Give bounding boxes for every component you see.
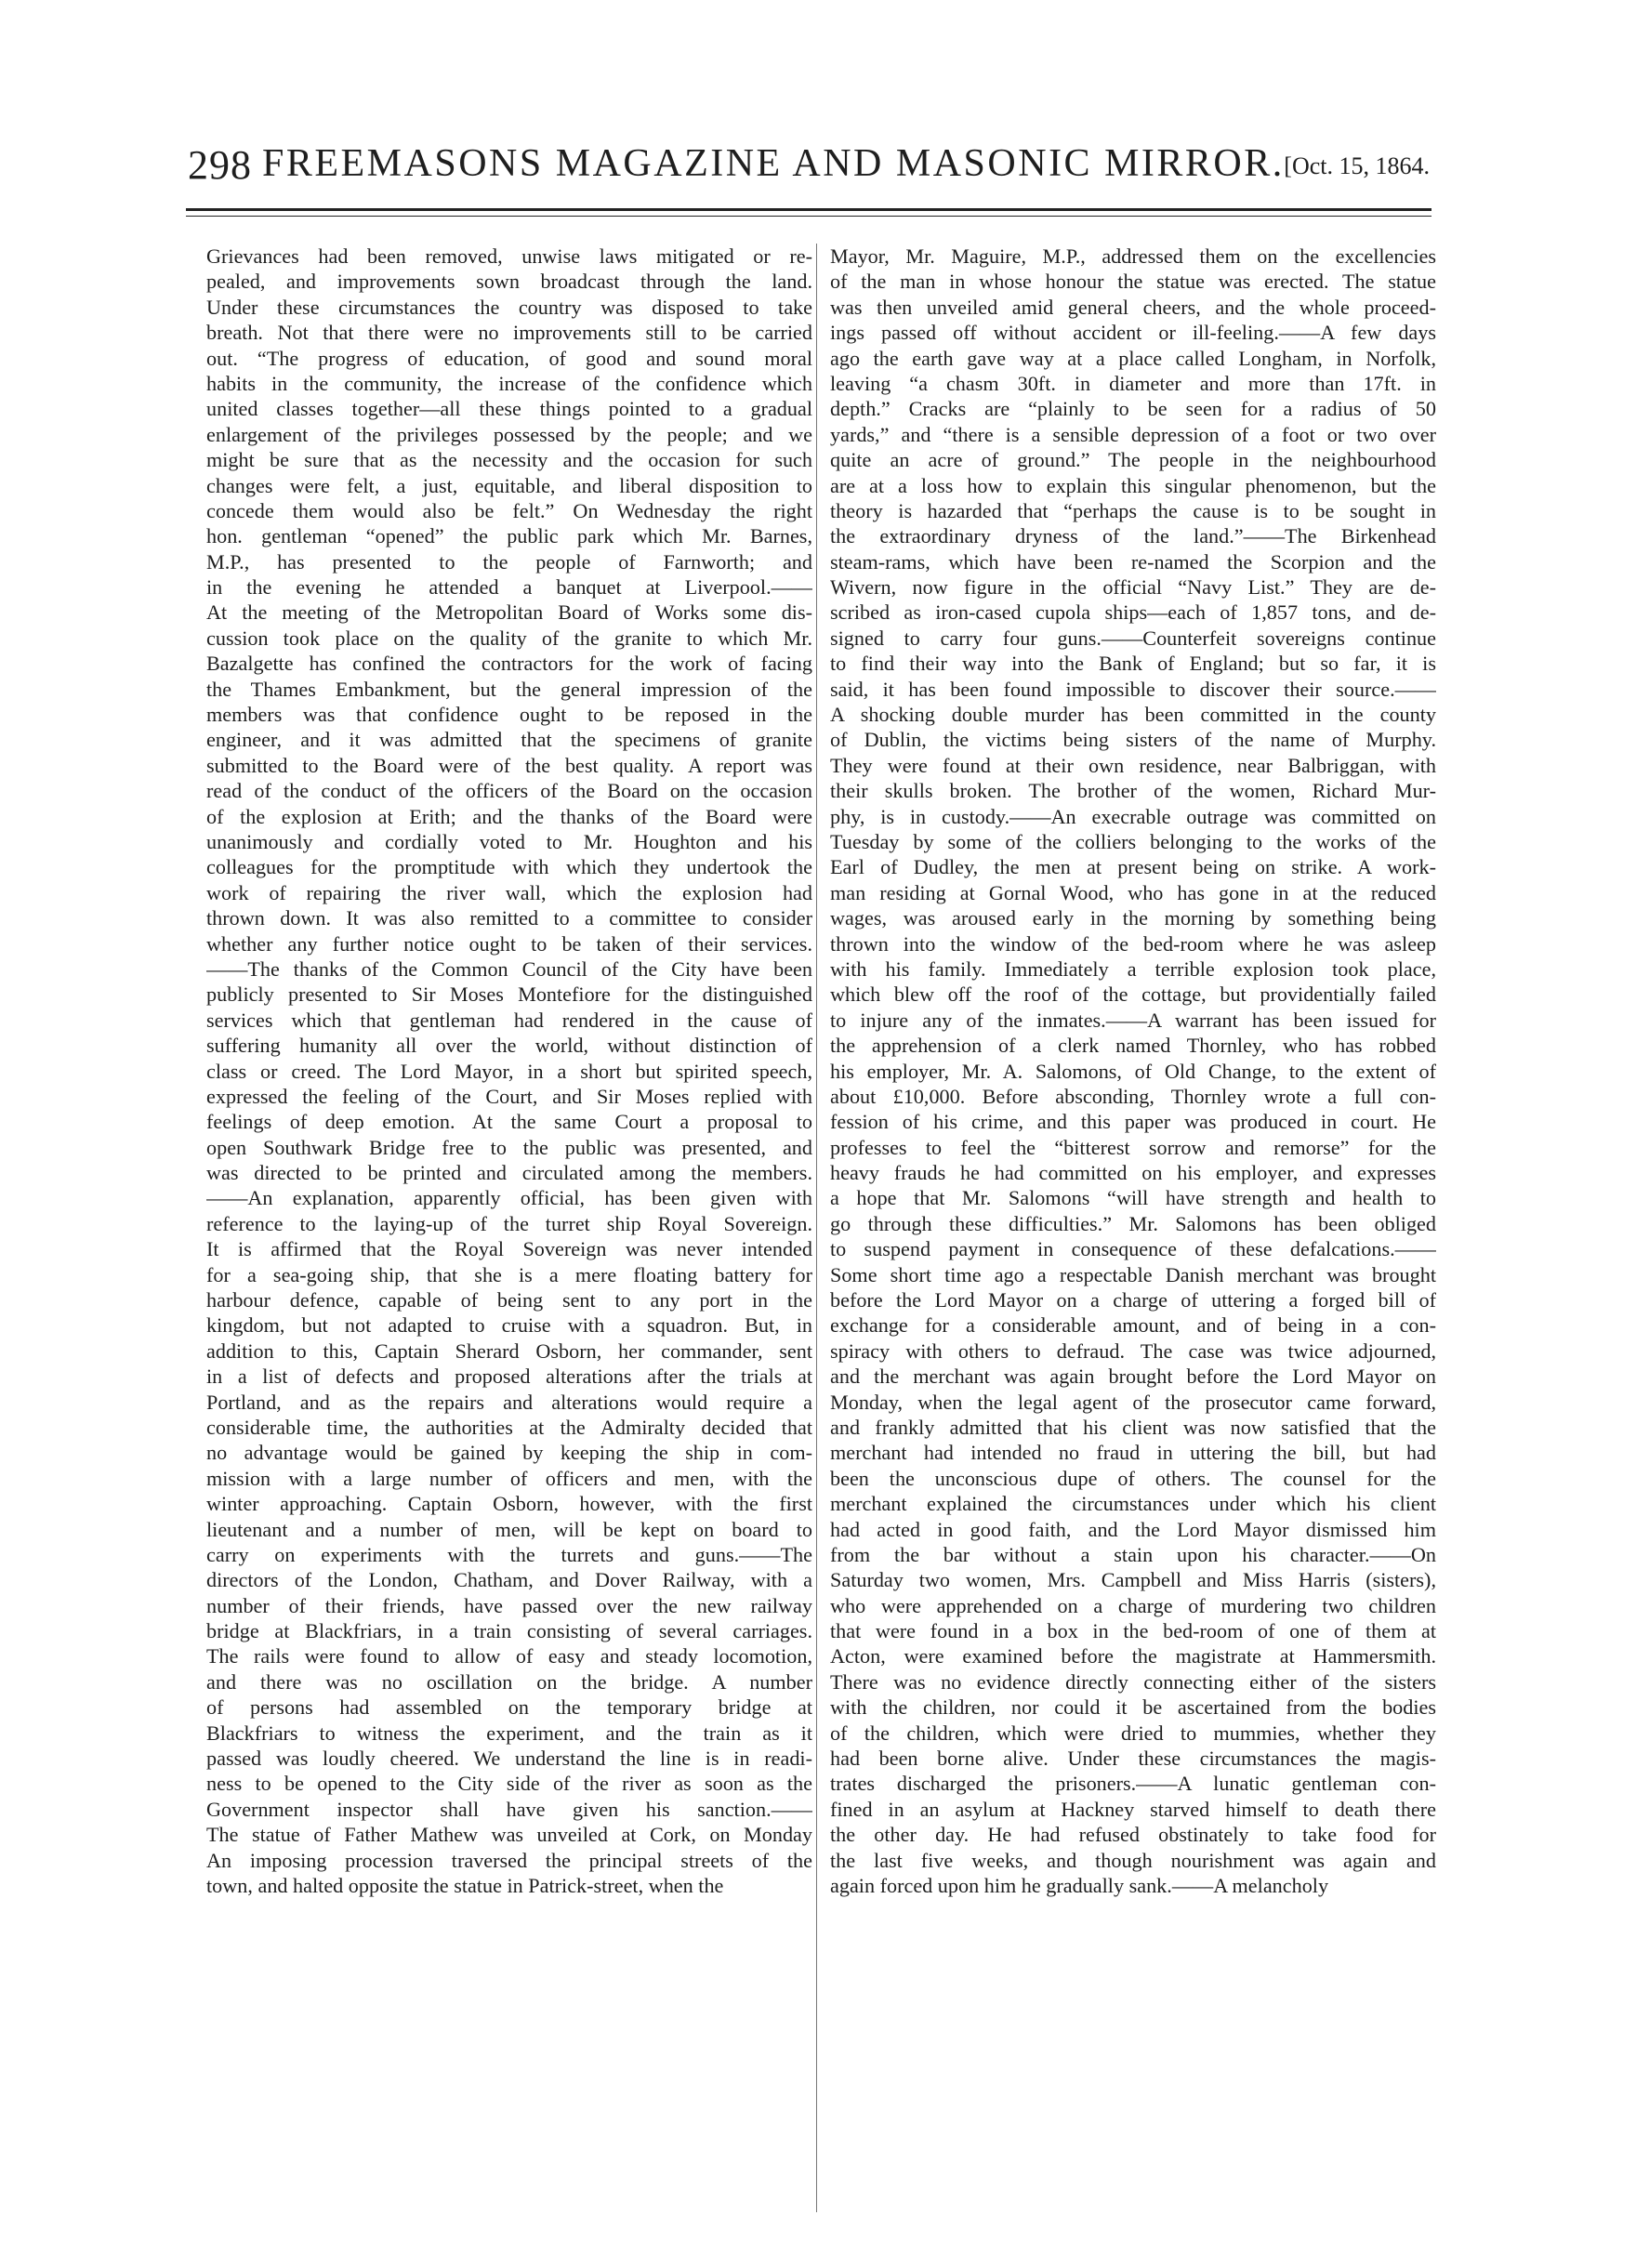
text-line: Monday, when the legal agent of the prosecutor came forward, bbox=[830, 1390, 1436, 1414]
text-line: quite an acre of ground.” The people in the neighbourhood bbox=[830, 448, 1436, 472]
text-line: with his family. Immediately a terrible explosion took place, bbox=[830, 956, 1436, 981]
text-line: of the children, which were dried to mummies, whether they bbox=[830, 1721, 1436, 1745]
text-line: Blackfriars to witness the experiment, and the train as it bbox=[206, 1721, 812, 1745]
text-line: feelings of deep emotion. At the same Court a proposal to bbox=[206, 1110, 812, 1134]
text-line: heavy frauds he had committed on his employer, and expresses bbox=[830, 1161, 1436, 1185]
text-line: his employer, Mr. A. Salomons, of Old Change, to the extent of bbox=[830, 1059, 1436, 1083]
text-line: for a sea-going ship, that she is a mere floating battery for bbox=[206, 1262, 812, 1286]
text-line: town, and halted opposite the statue in Patrick-street, when the bbox=[206, 1874, 724, 1897]
text-line: Tuesday by some of the colliers belonging to the works of the bbox=[830, 829, 1436, 853]
text-line: fession of his crime, and this paper was produced in court. He bbox=[830, 1110, 1436, 1134]
text-line: winter approaching. Captain Osborn, however, with the first bbox=[206, 1492, 812, 1516]
text-line: leaving “a chasm 30ft. in diameter and more than 17ft. in bbox=[830, 371, 1436, 395]
text-line: A shocking double murder has been committed in the county bbox=[830, 703, 1436, 727]
text-line: signed to carry four guns.——Counterfeit sovereigns continue bbox=[830, 626, 1436, 650]
text-line: At the meeting of the Metropolitan Board of Works some dis- bbox=[206, 600, 812, 625]
text-line: no advantage would be gained by keeping the ship in com- bbox=[206, 1441, 812, 1465]
text-line: that were found in a box in the bed-room of one of them at bbox=[830, 1619, 1436, 1643]
text-line: Acton, were examined before the magistrate at Hammersmith. bbox=[830, 1644, 1436, 1668]
masthead-title: FREEMASONS MAGAZINE AND MASONIC MIRROR. bbox=[262, 142, 1285, 185]
text-line: professes to feel the “bitterest sorrow and remorse” for the bbox=[830, 1135, 1436, 1159]
text-line: The statue of Father Mathew was unveiled at Cork, on Monday bbox=[206, 1823, 812, 1847]
text-line: was then unveiled amid general cheers, and the whole proceed- bbox=[830, 295, 1436, 319]
text-line: of the man in whose honour the statue was erected. The statue bbox=[830, 270, 1436, 294]
text-line: The rails were found to allow of easy and steady locomotion, bbox=[206, 1644, 812, 1668]
text-line: Some short time ago a respectable Danish merchant was brought bbox=[830, 1262, 1436, 1286]
text-line: the extraordinary dryness of the land.”——The Birkenhead bbox=[830, 524, 1436, 548]
text-line: which blew off the roof of the cottage, but providentially failed bbox=[830, 982, 1436, 1007]
text-line: whether any further notice ought to be taken of their services. bbox=[206, 931, 812, 956]
header-rule-thin bbox=[186, 216, 1432, 217]
issue-date: [Oct. 15, 1864. bbox=[1284, 152, 1430, 179]
text-line: An imposing procession traversed the principal streets of the bbox=[206, 1848, 812, 1872]
text-line: services which that gentleman had rendered in the cause of bbox=[206, 1008, 812, 1032]
text-line: Mayor, Mr. Maguire, M.P., addressed them on the excellencies bbox=[830, 244, 1436, 268]
text-line: It is affirmed that the Royal Sovereign was never intended bbox=[206, 1237, 812, 1261]
text-line: submitted to the Board were of the best quality. A report was bbox=[206, 753, 812, 777]
text-line: fined in an asylum at Hackney starved himself to death there bbox=[830, 1797, 1436, 1821]
text-line: read of the conduct of the officers of the Board on the occasion bbox=[206, 779, 812, 803]
text-line: merchant had intended no fraud in uttering the bill, but had bbox=[830, 1441, 1436, 1465]
text-line: ——The thanks of the Common Council of the City have been bbox=[206, 956, 812, 981]
text-line: might be sure that as the necessity and the occasion for such bbox=[206, 448, 812, 472]
text-line: the last five weeks, and though nourishment was again and bbox=[830, 1848, 1436, 1872]
text-line: the other day. He had refused obstinately to take food for bbox=[830, 1823, 1436, 1847]
text-line: are at a loss how to explain this singular phenomenon, but the bbox=[830, 473, 1436, 497]
text-line: was directed to be printed and circulated among the members. bbox=[206, 1161, 812, 1185]
text-line: pealed, and improvements sown broadcast through the land. bbox=[206, 270, 812, 294]
text-line: habits in the community, the increase of the confidence which bbox=[206, 371, 812, 395]
text-line: to suspend payment in consequence of these defalcations.—— bbox=[830, 1237, 1436, 1261]
text-line: Grievances had been removed, unwise laws mitigated or re- bbox=[206, 244, 812, 268]
text-line: ——An explanation, apparently official, has been given with bbox=[206, 1186, 812, 1210]
text-line: class or creed. The Lord Mayor, in a short but spirited speech, bbox=[206, 1059, 812, 1083]
text-line: They were found at their own residence, near Balbriggan, with bbox=[830, 753, 1436, 777]
text-line: Under these circumstances the country was disposed to take bbox=[206, 295, 812, 319]
text-line: exchange for a considerable amount, and of being in a con- bbox=[830, 1313, 1436, 1338]
text-line: depth.” Cracks are “plainly to be seen for a radius of 50 bbox=[830, 397, 1436, 421]
text-line: spiracy with others to defraud. The case was twice adjourned, bbox=[830, 1338, 1436, 1363]
text-line: phy, is in custody.——An execrable outrage was committed on bbox=[830, 804, 1436, 828]
text-line: before the Lord Mayor on a charge of uttering a forged bill of bbox=[830, 1288, 1436, 1312]
text-line: the Thames Embankment, but the general impression of the bbox=[206, 677, 812, 701]
text-line: ings passed off without accident or ill-feeling.——A few days bbox=[830, 321, 1436, 345]
text-line: in a list of defects and proposed alterations after the trials at bbox=[206, 1365, 812, 1389]
text-line: had been borne alive. Under these circumstances the magis- bbox=[830, 1747, 1436, 1771]
text-line: their skulls broken. The brother of the women, Richard Mur- bbox=[830, 779, 1436, 803]
text-line: harbour defence, capable of being sent to any port in the bbox=[206, 1288, 812, 1312]
text-line: of Dublin, the victims being sisters of the name of Murphy. bbox=[830, 728, 1436, 752]
text-line: merchant explained the circumstances under which his client bbox=[830, 1492, 1436, 1516]
text-line: united classes together—all these things pointed to a gradual bbox=[206, 397, 812, 421]
text-line: publicly presented to Sir Moses Montefiore for the distinguished bbox=[206, 982, 812, 1007]
left-column bbox=[206, 244, 812, 1898]
text-line: of persons had assembled on the temporary bridge at bbox=[206, 1695, 812, 1720]
text-line: Earl of Dudley, the men at present being on strike. A work- bbox=[830, 855, 1436, 879]
text-line: who were apprehended on a charge of murdering two children bbox=[830, 1593, 1436, 1617]
text-line: considerable time, the authorities at the Admiralty decided that bbox=[206, 1415, 812, 1439]
text-line: members was that confidence ought to be reposed in the bbox=[206, 703, 812, 727]
text-line: open Southwark Bridge free to the public was presented, and bbox=[206, 1135, 812, 1159]
text-line: to injure any of the inmates.——A warrant has been issued for bbox=[830, 1008, 1436, 1032]
text-line: again forced upon him he gradually sank.——A melancholy bbox=[830, 1874, 1329, 1897]
text-line: in the evening he attended a banquet at Liverpool.—— bbox=[206, 575, 812, 600]
column-divider bbox=[816, 244, 817, 2212]
text-line: lieutenant and a number of men, will be kept on board to bbox=[206, 1517, 812, 1541]
text-line: changes were felt, a just, equitable, and liberal disposition to bbox=[206, 473, 812, 497]
text-line: with the children, nor could it be ascertained from the bodies bbox=[830, 1695, 1436, 1720]
right-column bbox=[830, 244, 1436, 1898]
text-line: trates discharged the prisoners.——A lunatic gentleman con- bbox=[830, 1772, 1436, 1796]
text-line: a hope that Mr. Salomons “will have strength and health to bbox=[830, 1186, 1436, 1210]
text-line: kingdom, but not adapted to cruise with a squadron. But, in bbox=[206, 1313, 812, 1338]
text-line: Government inspector shall have given his sanction.—— bbox=[206, 1797, 812, 1821]
text-line: been the unconscious dupe of others. The counsel for the bbox=[830, 1466, 1436, 1490]
page-header bbox=[188, 141, 1430, 201]
text-line: cussion took place on the quality of the granite to which Mr. bbox=[206, 626, 812, 650]
text-line: thrown into the window of the bed-room where he was asleep bbox=[830, 931, 1436, 956]
text-line: ago the earth gave way at a place called Longham, in Norfolk, bbox=[830, 346, 1436, 370]
text-line: Wivern, now figure in the official “Navy List.” They are de- bbox=[830, 575, 1436, 600]
text-line: M.P., has presented to the people of Farnworth; and bbox=[206, 549, 812, 574]
text-line: go through these difficulties.” Mr. Salomons has been obliged bbox=[830, 1211, 1436, 1235]
text-line: addition to this, Captain Sherard Osborn, her commander, sent bbox=[206, 1338, 812, 1363]
text-line: Saturday two women, Mrs. Campbell and Miss Harris (sisters), bbox=[830, 1568, 1436, 1592]
text-line: mission with a large number of officers and men, with the bbox=[206, 1466, 812, 1490]
text-line: number of their friends, have passed over the new railway bbox=[206, 1593, 812, 1617]
text-line: and the merchant was again brought before the Lord Mayor on bbox=[830, 1365, 1436, 1389]
text-line: work of repairing the river wall, which the explosion had bbox=[206, 880, 812, 904]
text-line: yards,” and “there is a sensible depression of a foot or two over bbox=[830, 422, 1436, 446]
text-line: carry on experiments with the turrets and guns.——The bbox=[206, 1542, 812, 1566]
text-line: directors of the London, Chatham, and Dover Railway, with a bbox=[206, 1568, 812, 1592]
text-line: scribed as iron-cased cupola ships—each of 1,857 tons, and de- bbox=[830, 600, 1436, 625]
text-line: hon. gentleman “opened” the public park which Mr. Barnes, bbox=[206, 524, 812, 548]
text-line: enlargement of the privileges possessed by the people; and we bbox=[206, 422, 812, 446]
text-line: and frankly admitted that his client was now satisfied that the bbox=[830, 1415, 1436, 1439]
text-line: had acted in good faith, and the Lord Mayor dismissed him bbox=[830, 1517, 1436, 1541]
text-line: said, it has been found impossible to discover their source.—— bbox=[830, 677, 1436, 701]
text-line: of the explosion at Erith; and the thanks of the Board were bbox=[206, 804, 812, 828]
text-line: to find their way into the Bank of England; but so far, it is bbox=[830, 652, 1436, 676]
text-line: about £10,000. Before absconding, Thornley wrote a full con- bbox=[830, 1084, 1436, 1108]
text-line: suffering humanity all over the world, without distinction of bbox=[206, 1034, 812, 1058]
text-line: the apprehension of a clerk named Thornley, who has robbed bbox=[830, 1034, 1436, 1058]
text-line: man residing at Gornal Wood, who has gone in at the reduced bbox=[830, 880, 1436, 904]
text-line: steam-rams, which have been re-named the Scorpion and the bbox=[830, 549, 1436, 574]
text-line: passed was loudly cheered. We understand the line is in readi- bbox=[206, 1747, 812, 1771]
header-rule-thick bbox=[186, 208, 1432, 211]
text-line: breath. Not that there were no improvements still to be carried bbox=[206, 321, 812, 345]
text-line: Portland, and as the repairs and alterations would require a bbox=[206, 1390, 812, 1414]
text-line: theory is hazarded that “perhaps the cause is to be sought in bbox=[830, 498, 1436, 522]
text-line: reference to the laying-up of the turret ship Royal Sovereign. bbox=[206, 1211, 812, 1235]
text-line: wages, was aroused early in the morning by something being bbox=[830, 906, 1436, 930]
text-line: Bazalgette has confined the contractors for the work of facing bbox=[206, 652, 812, 676]
text-line: and there was no oscillation on the bridge. A number bbox=[206, 1669, 812, 1694]
text-line: out. “The progress of education, of good and sound moral bbox=[206, 346, 812, 370]
text-line: colleagues for the promptitude with which they undertook the bbox=[206, 855, 812, 879]
text-line: bridge at Blackfriars, in a train consisting of several carriages. bbox=[206, 1619, 812, 1643]
text-line: expressed the feeling of the Court, and Sir Moses replied with bbox=[206, 1084, 812, 1108]
page-number: 298 bbox=[188, 142, 252, 188]
text-line: thrown down. It was also remitted to a committee to consider bbox=[206, 906, 812, 930]
text-line: concede them would also be felt.” On Wednesday the right bbox=[206, 498, 812, 522]
text-line: There was no evidence directly connecting either of the sisters bbox=[830, 1669, 1436, 1694]
text-line: ness to be opened to the City side of the river as soon as the bbox=[206, 1772, 812, 1796]
text-line: engineer, and it was admitted that the specimens of granite bbox=[206, 728, 812, 752]
text-line: unanimously and cordially voted to Mr. Houghton and his bbox=[206, 829, 812, 853]
text-line: from the bar without a stain upon his character.——On bbox=[830, 1542, 1436, 1566]
